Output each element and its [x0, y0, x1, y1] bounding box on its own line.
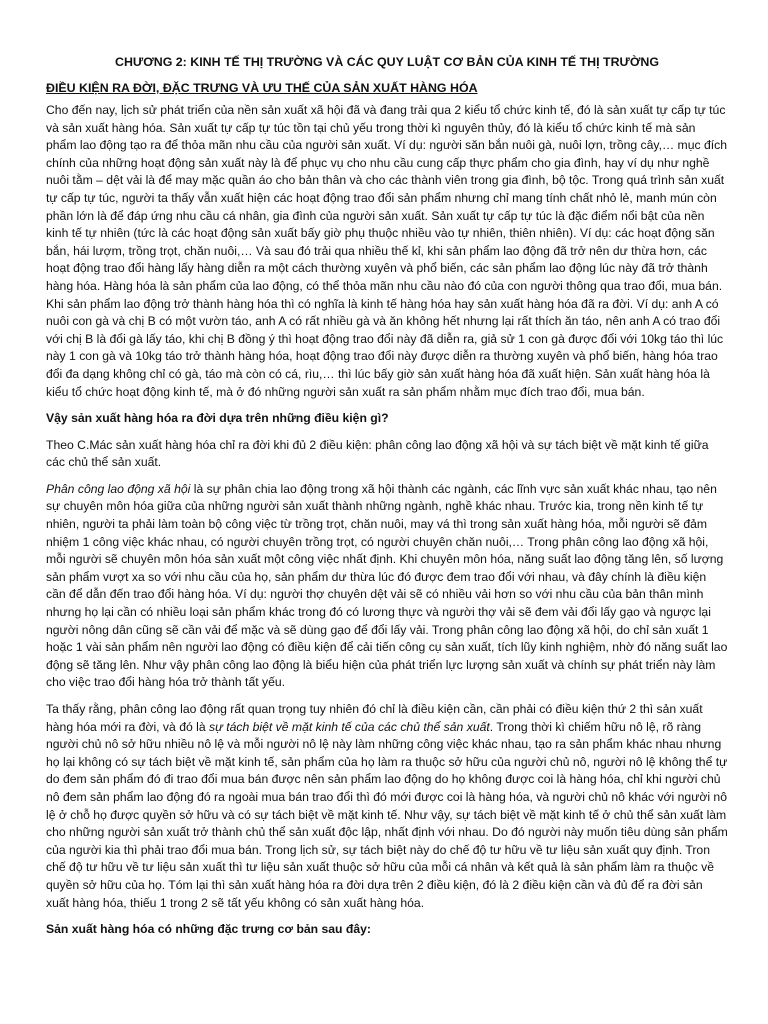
paragraph-economic-separation — [46, 701, 728, 912]
term-economic-separation: sự tách biệt về mặt kinh tế của các chủ thể sản xuất — [209, 719, 490, 734]
chapter-title: CHƯƠNG 2: KINH TẾ THỊ TRƯỜNG VÀ CÁC QUY LUẬT CƠ BẢN CỦA KINH TẾ THỊ TRƯỜNG — [115, 55, 659, 69]
economic-separation-intro: Ta thấy rằng, phân công lao động rất quan trọng tuy nhiên đó chỉ là điều kiện cần, cần phải có điều kiện thứ 2 thì sản xuất hàng hóa mới ra đời, và đó là — [46, 702, 703, 734]
paragraph-division-of-labor — [46, 481, 728, 692]
question-conditions: Vậy sản xuất hàng hóa ra đời dựa trên những điều kiện gì? — [46, 411, 389, 426]
paragraph-marx-conditions: Theo C.Mác sản xuất hàng hóa chỉ ra đời khi đủ 2 điều kiện: phân công lao động xã hội và sự tách biệt về mặt kinh tế giữa các chủ thể sản xuất. — [46, 437, 709, 470]
paragraph-intro: Cho đến nay, lịch sử phát triển của nền sản xuất xã hội đã và đang trải qua 2 kiểu tổ chức kinh tế, đó là sản xuất tự cấp tự túc và sản xuất hàng hóa. Sản xuất tự cấp tự túc tồn tại chủ yếu trong thời kì nguyên thủy, đó là kiểu tổ chức kinh tế mà sản phẩm lao động tạo ra để thỏa mãn nhu cầu của người sản xuất. Ví dụ: người săn bắn nuôi gà, nuôi lợn, trồng cây,… mục đích chính của những hoạt động sản xuất này là để phục vụ cho nhu cầu cung cấp thực phẩm cho gia đình, hay ví dụ như nghề nuôi tằm – dệt vải là để may mặc quần áo cho bản thân và cho các thành viên trong gia đình, bộ tộc. Trong quá trình sản xuất tự cấp tự túc, người ta thấy vẫn xuất hiện các hoạt động trao đổi sản phẩm nhưng chỉ mang tính chất nhỏ lẻ, manh mún còn phần lớn là để đáp ứng nhu cầu cá nhân, gia đình của người sản xuất. Sản xuất tự cấp tự túc là đặc điểm nổi bật của nền kinh tế tự nhiên (tức là các hoạt động sản xuất bấy giờ phụ thuộc nhiều vào tự nhiên, thiên nhiên). Ví dụ: các hoạt động săn bắn, hái lượm, trồng trọt, chăn nuôi,… Và sau đó trải qua nhiều thế kỉ, khi sản phẩm lao động đã trở nên dư thừa hơn, các hoạt động trao đổi hàng lấy hàng diễn ra một cách thường xuyên và phổ biến, các sản phẩm lao động lúc này đã trở thành hàng hóa. Hàng hóa là sản phẩm của lao động, có thể thỏa mãn nhu cầu nào đó của con người thông qua trao đổi, mua bán. Khi sản phẩm lao động trở thành hàng hóa thì có nghĩa là kinh tế hàng hóa hay sản xuất hàng hóa đã ra đời. Ví dụ: anh A có nuôi con gà và chị B có một vườn táo, anh A có rất nhiều gà và ăn không hết nhưng lại rất thích ăn táo, nên anh A có trao đổi với chị B là đổi gà lấy táo, khi chị B đồng ý thì hoạt động trao đổi này đã diễn ra, giả sử 1 con gà được đổi với 10kg táo thì lúc này 1 con gà và 10kg táo trở thành hàng hóa, hoạt động trao đổi này được diễn ra thường xuyên và phổ biến, hàng hóa trao đổi đa dạng không chỉ có gà, táo mà còn có cá, rìu,… thì lúc bấy giờ sản xuất hàng hóa đã xuất hiện. Sản xuất hàng hóa là kiểu tổ chức hoạt động kinh tế, mà ở đó những người sản xuất ra sản phẩm nhằm mục đích trao đổi, mua bán. — [46, 103, 728, 399]
question-characteristics: Sản xuất hàng hóa có những đặc trưng cơ bản sau đây: — [46, 922, 371, 937]
section-title: ĐIỀU KIỆN RA ĐỜI, ĐẶC TRƯNG VÀ ƯU THẾ CỦA SẢN XUẤT HÀNG HÓA — [46, 81, 478, 95]
economic-separation-text: . Trong thời kì chiếm hữu nô lệ, rõ ràng người chủ nô sở hữu nhiều nô lệ và mỗi người nô lệ này làm những công việc khác nhau, tạo ra sản phẩm khác nhau nhưng họ lại không có sự tách biệt về mặt kinh tế, sản phẩm của họ làm ra thuộc sở hữu của người chủ nô, người nô lệ không thể tự do đem sản phẩm đó đi trao đổi mua bán được nên sản phẩm lao động do họ không được coi là hàng hóa, chỉ khi người chủ nô đem sản phẩm lao động đó ra ngoài mua bán trao đổi thì đó mới được coi là hàng hóa, và người chủ nô khác với người nô lệ ở chỗ họ được quyền sở hữu và có sự tách biệt về mặt kinh tế. Như vậy, sự tách biệt về mặt kinh tế ở chủ thể sản xuất làm cho những người sản xuất trở thành chủ thể sản xuất độc lập, nhất định với nhau. Do đó người này muốn tiêu dùng sản phẩm của người kia thì phải trao đổi mua bán. Trong lịch sử, sự tách biệt này do chế độ tư hữu về tư liệu sản xuất quy định. Tron chế độ tư hữu về tư liệu sản xuất thì tư liệu sản xuất thuộc sở hữu của mỗi cá nhân và kết quả là sản phẩm làm ra thuộc về quyền sở hữu của họ. Tóm lại thì sản xuất hàng hóa ra đời dựa trên 2 điều kiện, đó là 2 điều kiện cần và đủ để ra đời sản xuất hàng hóa, thiếu 1 trong 2 sẽ tất yếu không có sản xuất hàng hóa. — [46, 719, 728, 910]
division-of-labor-text: là sự phân chia lao động trong xã hội thành các ngành, các lĩnh vực sản xuất khác nhau, tạo nên sự chuyên môn hóa giữa của những người sản xuất thành những ngành, nghề khác nhau. Trước kia, trong nền kinh tế tự nhiên, người ta phải làm toàn bộ công việc từ trồng trọt, chăn nuôi, may vá thì trong sản xuất hàng hóa, mỗi người sẽ đảm nhiệm 1 công việc khác nhau, có người chuyên trồng trọt, có người chuyên chăn nuôi,… Trong phân công lao động xã hội, mỗi người sẽ chuyên môn hóa sản xuất một công việc nhất định. Khi chuyên môn hóa, năng suất lao động tăng lên, số lượng sản phẩm vượt xa so với nhu cầu của họ, sản phẩm dư thừa lúc đó được đem trao đổi với nhau, và đây chính là điều kiện cần để dẫn đến trao đổi hàng hóa. Ví dụ: người thợ chuyên dệt vải sẽ có nhiều vải hơn so với nhu cầu của bản thân mình nhưng họ lại cần có nhiều loại sản phẩm khác trong đó có lương thực và người thợ vải sẽ đem vải đổi lấy gạo và ngược lại người nông dân cũng sẽ cần vải để mặc và sẽ dùng gạo để đổi lấy vải. Trong phân công lao động xã hội, do chỉ sản xuất 1 hoặc 1 vài sản phẩm nên người lao động có điều kiện để cải tiến công cụ sản xuất, tích lũy kinh nghiệm, nhờ đó năng suất lao động sẽ tăng lên. Như vậy phân công lao động là biểu hiện của phát triển lực lượng sản xuất và chính sự phát triển này làm cho việc trao đổi hàng hóa trở thành tất yếu. — [46, 481, 728, 690]
term-division-of-labor: Phân công lao động xã hội — [46, 481, 191, 496]
